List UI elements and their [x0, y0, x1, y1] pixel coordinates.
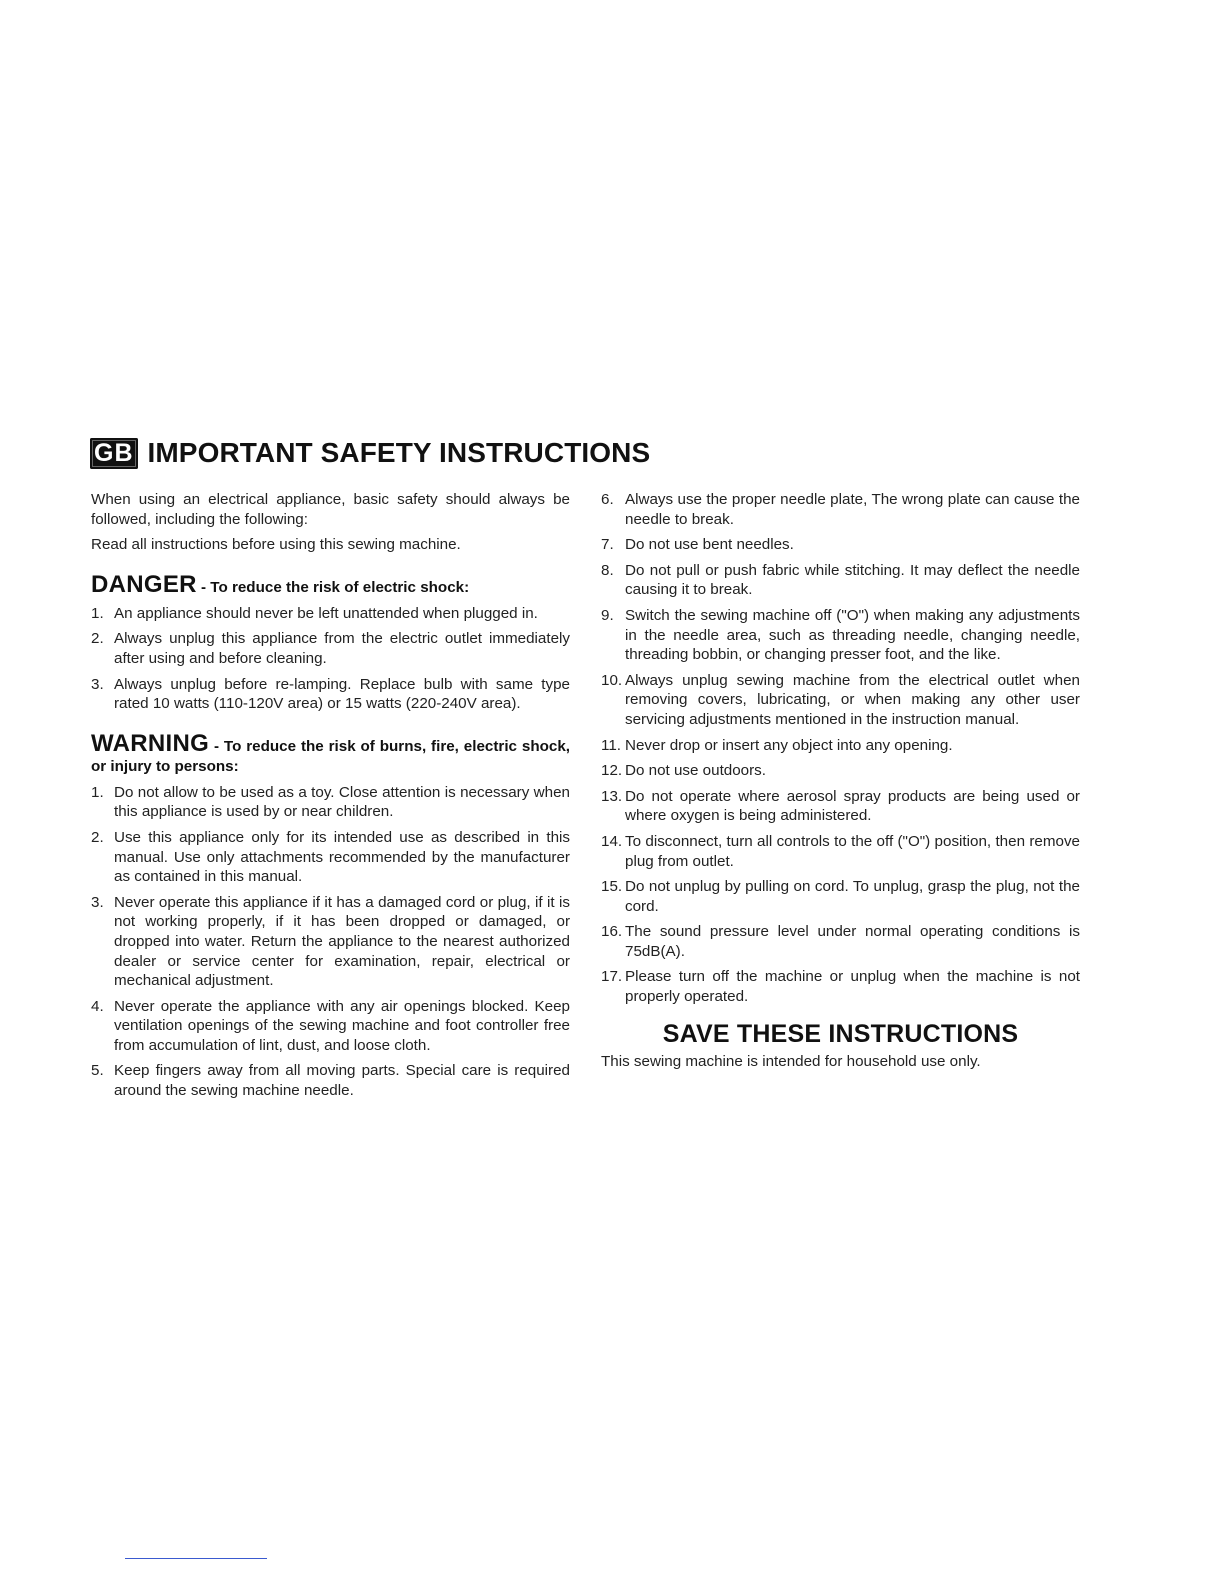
- list-item: 3. Never operate this appliance if it has a damaged cord or plug, if it is not working properly, if it has been dropped or damaged, or dropped into water. Return the appliance to the nearest authorized dealer or service center for examination, repair, electrical or mechanical adjustment.: [91, 893, 570, 990]
- list-item: 8. Do not pull or push fabric while stitching. It may deflect the needle causing it to break.: [601, 561, 1080, 599]
- list-item: 2. Use this appliance only for its intended use as described in this manual. Use only attachments recommended by the manufacturer as contained in this manual.: [91, 828, 570, 886]
- list-item: 1. An appliance should never be left unattended when plugged in.: [91, 604, 538, 622]
- safety-list-continued: [601, 490, 1080, 1007]
- list-item: 11. Never drop or insert any object into any opening.: [601, 736, 953, 754]
- warning-heading: [91, 729, 570, 777]
- list-item: 12. Do not use outdoors.: [601, 762, 766, 780]
- warning-list: [91, 783, 570, 1101]
- list-item: 7. Do not use bent needles.: [601, 536, 794, 554]
- right-column: [601, 490, 1080, 1078]
- page-title: IMPORTANT SAFETY INSTRUCTIONS: [147, 437, 651, 468]
- list-item: 14. To disconnect, turn all controls to the off ("O") position, then remove plug from outlet.: [601, 832, 1080, 870]
- warning-subtitle: - To reduce the risk of burns, fire, electric shock, or injury to persons:: [91, 737, 570, 775]
- intro-paragraph: When using an electrical appliance, basic safety should always be followed, including the following:: [91, 491, 570, 528]
- save-instructions-heading: SAVE THESE INSTRUCTIONS: [662, 1019, 1019, 1048]
- household-use-note: This sewing machine is intended for household use only.: [601, 1053, 981, 1071]
- list-item: 4. Never operate the appliance with any air openings blocked. Keep ventilation openings of the sewing machine and foot controller free from accumulation of lint, dust, and loose cloth.: [91, 997, 570, 1054]
- danger-heading: [91, 570, 570, 598]
- page-header: [90, 437, 650, 469]
- list-item: 10. Always unplug sewing machine from the electrical outlet when removing covers, lubricating, or when making any other user servicing adjustments mentioned in the instruction manual.: [601, 671, 1080, 728]
- list-item: 6. Always use the proper needle plate, The wrong plate can cause the needle to break.: [601, 491, 1080, 528]
- list-item: 1. Do not allow to be used as a toy. Close attention is necessary when this appliance is used by or near children.: [91, 783, 570, 821]
- list-item: 5. Keep fingers away from all moving parts. Special care is required around the sewing machine needle.: [91, 1062, 570, 1100]
- list-item: 2. Always unplug this appliance from the electric outlet immediately after using and before cleaning.: [91, 630, 570, 667]
- warning-label: WARNING: [91, 729, 210, 757]
- list-item: 15. Do not unplug by pulling on cord. To unplug, grasp the plug, not the cord.: [601, 878, 1080, 915]
- footer-rule: [125, 1558, 267, 1559]
- list-item: 17. Please turn off the machine or unplug when the machine is not properly operated.: [601, 968, 1080, 1006]
- gb-language-badge: GB: [90, 438, 138, 469]
- list-item: 16. The sound pressure level under normal operating conditions is 75dB(A).: [601, 923, 1080, 960]
- list-item: 9. Switch the sewing machine off ("O") when making any adjustments in the needle area, such as threading needle, changing needle, threading bobbin, or changing presser foot, and the like.: [601, 606, 1080, 664]
- left-column: [91, 490, 570, 1107]
- list-item: 3. Always unplug before re-lamping. Replace bulb with same type rated 10 watts (110-120V area) or 15 watts (220-240V area).: [91, 675, 570, 713]
- list-item: 13. Do not operate where aerosol spray products are being used or where oxygen is being administered.: [601, 787, 1080, 825]
- danger-label: DANGER: [91, 570, 197, 598]
- read-instructions-paragraph: Read all instructions before using this sewing machine.: [91, 536, 461, 554]
- danger-subtitle: - To reduce the risk of electric shock:: [196, 578, 470, 596]
- danger-list: [91, 604, 570, 714]
